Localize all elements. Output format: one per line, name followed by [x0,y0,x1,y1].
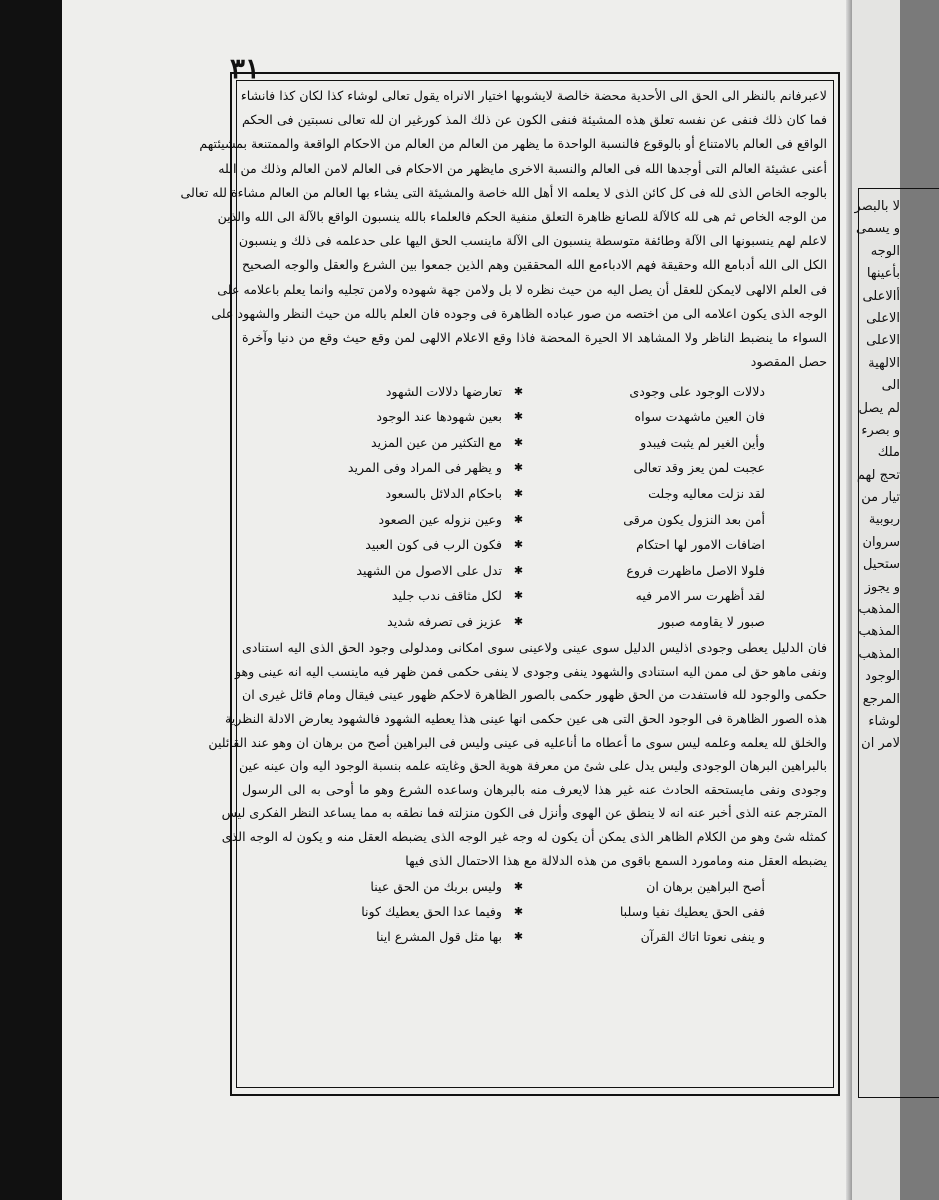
facing-page-line: ربوبية [868,512,900,528]
verse-second-hemistich: تدل على الاصول من الشهيد [356,562,502,578]
verse-separator-star-icon: ✱ [513,538,524,552]
page-number: ٣١ [230,52,261,85]
facing-page-line: لم يصل [858,400,900,416]
prose-line: وجودى ونفى مايستحقه الحادث عنه غير هذا لايعرف منه بالبرهان وساعده الشرع وهو ما أوحى به الى الرسول [242,781,827,797]
facing-page-line: لوشاء [868,713,900,729]
verse-second-hemistich: فكون الرب فى كون العبيد [365,537,502,553]
verse-separator-star-icon: ✱ [513,486,524,500]
prose-line: يضبطه العقل منه ومامورد السمع باقوى من هذه الدلالة مع هذا الاحتمال الذى فيها [405,852,827,868]
facing-page-line: ملك [877,445,900,461]
facing-page-line: أالاعلى [862,288,900,304]
poem-verse [292,506,765,532]
poem-verse [292,609,765,635]
prose-line: بالبراهين البرهان الوجودى وليس يدل على شئ من معرفة هوية الحق وغايته علمه بنسبة الوجود اليه وان عينه عين [238,758,827,774]
prose-line: السواء ما ينضبط الناظر ولا المشاهد الا الحيرة المحضة فاذا وقع الاعلام الالهى لمن وقع حيث وقع من دنيا وآخرة [242,329,827,345]
facing-page-line: ستحيل [863,557,900,573]
prose-line: الوجه الذى يكون اعلامه الى من اختصه من صور عباده الظاهرة فى وجوده فان العلم بالله من حيث النظر والشهود على [211,305,827,321]
facing-page-line: المذهب [858,602,900,618]
prose-line: الكل الى الله أدبامع الله وحقيقة فهم الادباءمع الله المحققين وهم الذين جمعوا بين الشرع والعقل والوجه الصحيح [242,257,827,273]
verse-second-hemistich: وعين نزوله عين الصعود [378,511,502,527]
verse-second-hemistich: تعارضها دلالات الشهود [385,383,502,399]
verse-separator-star-icon: ✱ [513,589,524,603]
facing-page-line: و بصرء [861,422,900,438]
facing-page-line: الوجود [865,669,900,685]
verse-separator-star-icon: ✱ [513,512,524,526]
facing-page-line: المذهب [858,624,900,640]
verse-first-hemistich: و ينفى نعوتا اتاك القرآن [640,929,765,945]
poem-verse [292,404,765,430]
prose-line: أعنى عشيئة العالم التى أوجدها الله فى العالم والنسبة الاخرى مايظهر من الاحكام فى العالم لامن العالم وذلك من الله [218,160,827,176]
facing-page-line: الالهية [868,355,900,371]
verse-second-hemistich: و يظهر فى المراد وفى المريد [347,460,502,476]
prose-line: من الوجه الخاص ثم هى لله كالآلة للصانع ظاهرة التعلق منفية الحكم فالعلماء بالله ينسبون الواقع بالآلة الى الله والذين [217,208,827,224]
prose-line: والخلق لله يعلمه وعلمه ليس سوى ما أعطاه ما أناعليه فى عينى وليس فى البراهين أصح من برهان ان وهو عند القائلين [208,734,827,750]
verse-separator-star-icon: ✱ [513,930,524,944]
facing-page-edge [852,0,900,1200]
facing-page-line: الاعلى [866,333,900,349]
verse-separator-star-icon: ✱ [513,435,524,449]
prose-line: كمثله شئ وهو من الكلام الظاهر الذى يمكن أن يكون له وجه غير الوجه الذى يضبطه العقل منه و يكون له الوجه الذى [221,828,827,844]
verse-first-hemistich: لقد نزلت معاليه وجلت [648,485,765,501]
prose-line: فى العلم الالهى لايمكن للعقل أن يصل اليه من حيث نظره لا بل ولامن جهة شهوده ولامن تجليه وانما يعلم باعلامه على [217,281,827,297]
prose-line: بالوجه الخاص الذى لله فى كل كائن الذى لا يعلمه الا أهل الله خاصة والمشيئة التى يشاء بها العالم من العالم مشاءة لله تعالى [180,184,827,200]
verse-first-hemistich: عجبت لمن يعز وقد تعالى [633,460,765,476]
prose-line: هذه الصور الظاهرة فى الوجود الحق التى هى عين حكمى انها عينى هذا يعطيه الشهود فالشهود يعارض الادلة النظرية [225,710,827,726]
verse-second-hemistich: لكل مثاقف ندب جليد [391,588,502,604]
prose-line: لاعلم لهم ينسبونها الى الآلة وطائفة متوسطة ينسبون الى الآلة ماينسب الحق اليها على حدعلمه فى ذلك و ينسبون [238,233,827,249]
verse-first-hemistich: فلولا الاصل ماظهرت فروع [626,562,765,578]
verse-second-hemistich: مع التكثير من عين المزيد [370,434,502,450]
facing-page-line: تيار من [861,490,900,506]
facing-page-line: الى [881,378,900,394]
prose-line: المترجم عنه الذى أخبر عنه انه لا ينطق عن الهوى وأنزل فى الكون منزلته فما نطقه به مما يساعد النظر الفكرى ليس [221,805,827,821]
prose-line: لاعبرفانم بالنظر الى الحق الى الأحدية محضة خالصة لايشوبها اختيار الانراه يقول تعالى لوشاء كذا لكان كذا فانشاء [240,88,827,103]
facing-page-line: لامر ان [861,736,900,752]
facing-page-line: و يسمى [856,221,900,237]
poem-1 [242,378,827,634]
verse-separator-star-icon: ✱ [513,614,524,628]
verse-separator-star-icon: ✱ [513,410,524,424]
page-text [180,84,827,949]
facing-page-line: سروان [862,534,900,550]
prose-line: فان الدليل يعطى وجودى اذليس الدليل سوى عينى ولاعينى سوى امكانى ومدلولى وجود الحق الذى اليه استنادى [242,640,827,656]
poem-verse [292,481,765,507]
verse-separator-star-icon: ✱ [513,880,524,894]
verse-first-hemistich: صبور لا يقاومه صبور [658,613,765,629]
facing-page-line: الوجه [870,243,900,259]
verse-second-hemistich: بها مثل قول المشرع اينا [376,929,502,945]
poem-verse [292,557,765,583]
verse-first-hemistich: فان العين ماشهدت سواه [634,409,765,425]
verse-second-hemistich: عزيز فى تصرفه شديد [387,613,502,629]
verse-first-hemistich: اضافات الامور لها احتكام [636,537,765,553]
facing-page-line: بأعينها [866,266,900,282]
prose-line: حكمى والوجود لله فاستفدت من الحق ظهور حكمى بالصور الظاهرة لاحكم ظهور عينى فيقال ومام قائل غيرى ان [242,687,827,703]
poem-verse [292,378,765,404]
prose-line: حصل المقصود [750,354,827,370]
verse-first-hemistich: دلالات الوجود على وجودى [629,383,765,399]
verse-separator-star-icon: ✱ [513,563,524,577]
poem-verse [292,874,765,899]
poem-verse [292,532,765,558]
facing-page-line: تحج لهم [856,467,900,483]
poem-verse [292,429,765,455]
verse-second-hemistich: وفيما عدا الحق يعطيك كونا [361,904,502,920]
verse-first-hemistich: أمن بعد النزول يكون مرقى [623,511,765,527]
verse-first-hemistich: ففى الحق يعطيك نفيا وسلبا [619,904,765,920]
poem-2 [242,874,827,949]
poem-verse [292,583,765,609]
paragraph-2 [208,636,827,872]
poem-verse [292,455,765,481]
prose-line: ونفى ماهو حق لى ممن اليه استنادى والشهود ينفى وجودى لا ينفى حكمى فمن ظهر فيه ماينسب اليه انه عينى وهو [235,663,827,679]
facing-page-line: المذهب [858,646,900,662]
paragraph-1 [180,84,827,374]
book-edge-shadow [0,0,62,1200]
verse-separator-star-icon: ✱ [513,905,524,919]
prose-line: فما كان ذلك فنفى عن نفسه تعلق هذه المشيئة فنفى الكون عن ذلك المذ كورغير ان لله تعالى نسبتين فى الحكم [242,112,827,128]
prose-line: الواقع فى العالم بالامتناع أو بالوقوع فالنسبة الواحدة ما يظهر من العالم من العالم من الاحكام الواقعة والممتنعة بمشيئتهم [199,136,827,152]
facing-page-line: الاعلى [866,310,900,326]
poem-verse [292,924,765,949]
verse-second-hemistich: باحكام الدلائل بالسعود [385,485,502,501]
facing-page-line: المرجع [862,691,900,707]
verse-second-hemistich: وليس بربك من الحق عينا [370,879,502,895]
poem-verse [292,899,765,924]
verse-first-hemistich: لقد أظهرت سر الامر فيه [635,588,765,604]
facing-page-text [854,196,900,756]
verse-separator-star-icon: ✱ [513,461,524,475]
verse-first-hemistich: وأين الغير لم يثبت فيبدو [640,434,765,450]
facing-page-line: و يجوز [864,579,900,595]
verse-second-hemistich: بعين شهودها عند الوجود [376,409,502,425]
verse-first-hemistich: أصح البراهين برهان ان [646,879,765,895]
facing-page-line: لا بالبصر [854,199,900,214]
verse-separator-star-icon: ✱ [513,384,524,398]
